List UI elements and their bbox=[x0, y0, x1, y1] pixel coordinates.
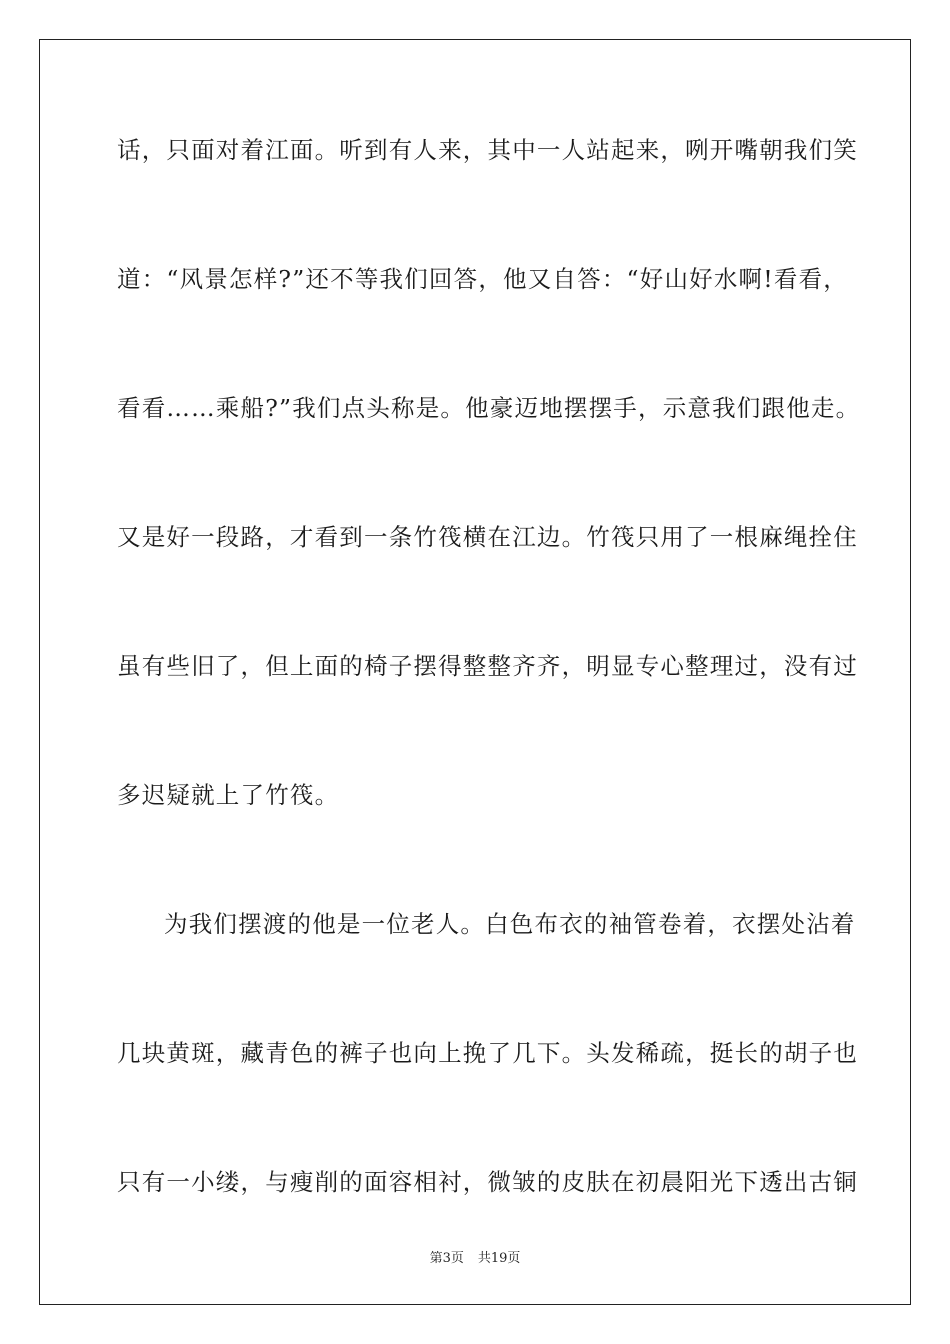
page-footer bbox=[0, 1247, 950, 1266]
document-body bbox=[117, 128, 861, 1289]
text-line: 看看……乘船?”我们点头称是。他豪迈地摆摆手，示意我们跟他走。 bbox=[117, 394, 861, 422]
text-line: 只有一小缕，与瘦削的面容相衬，微皱的皮肤在初晨阳光下透出古铜 bbox=[117, 1168, 858, 1196]
text-line: 又是好一段路，才看到一条竹筏横在江边。竹筏只用了一根麻绳拴住 bbox=[117, 523, 858, 551]
text-line: 话，只面对着江面。听到有人来，其中一人站起来，咧开嘴朝我们笑 bbox=[117, 136, 858, 164]
text-line: 虽有些旧了，但上面的椅子摆得整整齐齐，明显专心整理过，没有过 bbox=[117, 652, 858, 680]
page-total: 共19页 bbox=[477, 1251, 521, 1266]
text-line: 道：“风景怎样?”还不等我们回答，他又自答：“好山好水啊!看看， bbox=[117, 265, 848, 293]
paragraph-start-line: 为我们摆渡的他是一位老人。白色布衣的袖管卷着，衣摆处沾着 bbox=[164, 910, 856, 938]
text-line: 几块黄斑，藏青色的裤子也向上挽了几下。头发稀疏，挺长的胡子也 bbox=[117, 1039, 858, 1067]
text-line: 多迟疑就上了竹筏。 bbox=[117, 781, 340, 809]
page-number: 第3页 bbox=[429, 1251, 464, 1266]
